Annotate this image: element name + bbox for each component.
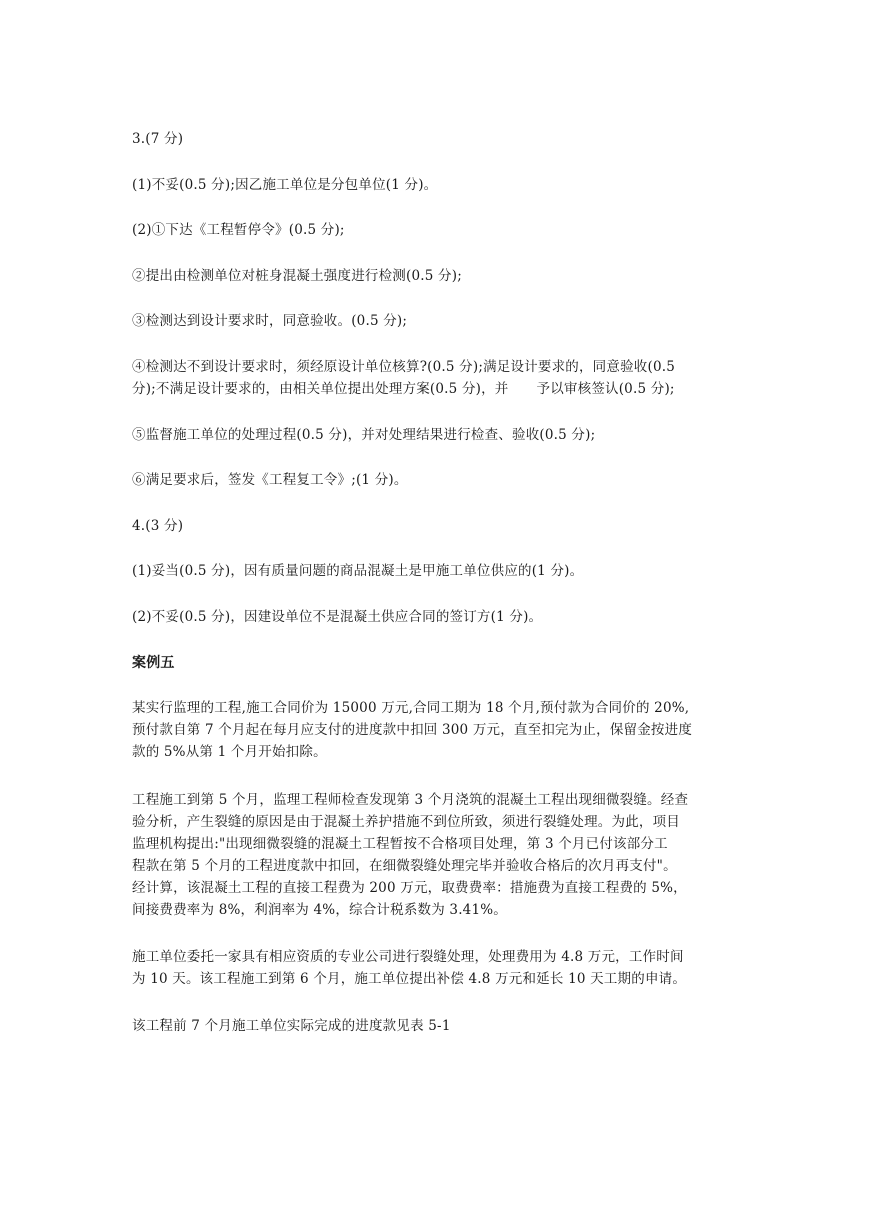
q3-step-4-line-2a: 分);不满足设计要求的，由相关单位提出处理方案(0.5 分)，并 <box>132 381 509 397</box>
q4-item-2: (2)不妥(0.5 分)，因建设单位不是混凝土供应合同的签订方(1 分)。 <box>132 609 543 625</box>
q4-item-1: (1)妥当(0.5 分)，因有质量问题的商品混凝土是甲施工单位供应的(1 分)。 <box>132 563 584 579</box>
case-p3-line-1: 施工单位委托一家具有相应资质的专业公司进行裂缝处理，处理费用为 4.8 万元，工作时间 <box>132 949 684 965</box>
case-paragraph-4: 该工程前 7 个月施工单位实际完成的进度款见表 5-1 <box>132 1018 451 1034</box>
q3-step-4-line-2 <box>132 378 742 400</box>
case-p3-line-2: 为 10 天。该工程施工到第 6 个月，施工单位提出补偿 4.8 万元和延长 10 天工期的申请。 <box>132 971 687 987</box>
q3-item-2-step-3: ③检测达到设计要求时，同意验收。(0.5 分); <box>132 313 408 329</box>
q4-title: 4.(3 分) <box>132 518 184 534</box>
case-paragraph-1 <box>132 697 742 763</box>
q3-item-1: (1)不妥(0.5 分);因乙施工单位是分包单位(1 分)。 <box>132 177 438 193</box>
case-p1-line-2: 预付款自第 7 个月起在每月应支付的进度款中扣回 300 万元，直至扣完为止，保留金按进度 <box>132 722 693 738</box>
case-p2-line-6: 间接费费率为 8%，利润率为 4%，综合计税系数为 3.41%。 <box>132 902 507 918</box>
case-title: 案例五 <box>132 655 175 671</box>
q3-step-4-line-2b: 予以审核签认(0.5 分); <box>536 381 675 397</box>
q3-step-4-line-1: ④检测达不到设计要求时，须经原设计单位核算?(0.5 分);满足设计要求的，同意验收(0.5 <box>132 359 676 375</box>
case-p2-line-3: 监理机构提出:"出现细微裂缝的混凝土工程暂按不合格项目处理，第 3 个月已付该部分工 <box>132 836 668 852</box>
q3-item-2-step-2: ②提出由检测单位对桩身混凝土强度进行检测(0.5 分); <box>132 268 462 284</box>
case-p2-line-2: 验分析，产生裂缝的原因是由于混凝土养护措施不到位所致，须进行裂缝处理。为此，项目 <box>132 814 680 830</box>
q3-item-2-step-6: ⑥满足要求后，签发《工程复工令》;(1 分)。 <box>132 472 408 488</box>
case-p2-line-4: 程款在第 5 个月的工程进度款中扣回，在细微裂缝处理完毕并验收合格后的次月再支付"。 <box>132 858 677 874</box>
case-paragraph-3 <box>132 946 742 990</box>
case-p2-line-1: 工程施工到第 5 个月，监理工程师检查发现第 3 个月浇筑的混凝土工程出现细微裂缝。经查 <box>132 792 689 808</box>
q3-item-2-step-4 <box>132 356 742 400</box>
q3-item-2-step-5: ⑤监督施工单位的处理过程(0.5 分)，并对处理结果进行检查、验收(0.5 分); <box>132 427 596 443</box>
case-p2-line-5: 经计算，该混凝土工程的直接工程费为 200 万元，取费费率：措施费为直接工程费的 5%， <box>132 880 687 896</box>
case-p1-line-3: 款的 5%从第 1 个月开始扣除。 <box>132 744 327 760</box>
q3-item-2: (2)①下达《工程暂停令》(0.5 分); <box>132 222 345 238</box>
q3-title: 3.(7 分) <box>132 131 184 147</box>
case-paragraph-2 <box>132 789 742 921</box>
case-p1-line-1: 某实行监理的工程,施工合同价为 15000 万元,合同工期为 18 个月,预付款为合同价的 20%, <box>132 700 690 716</box>
